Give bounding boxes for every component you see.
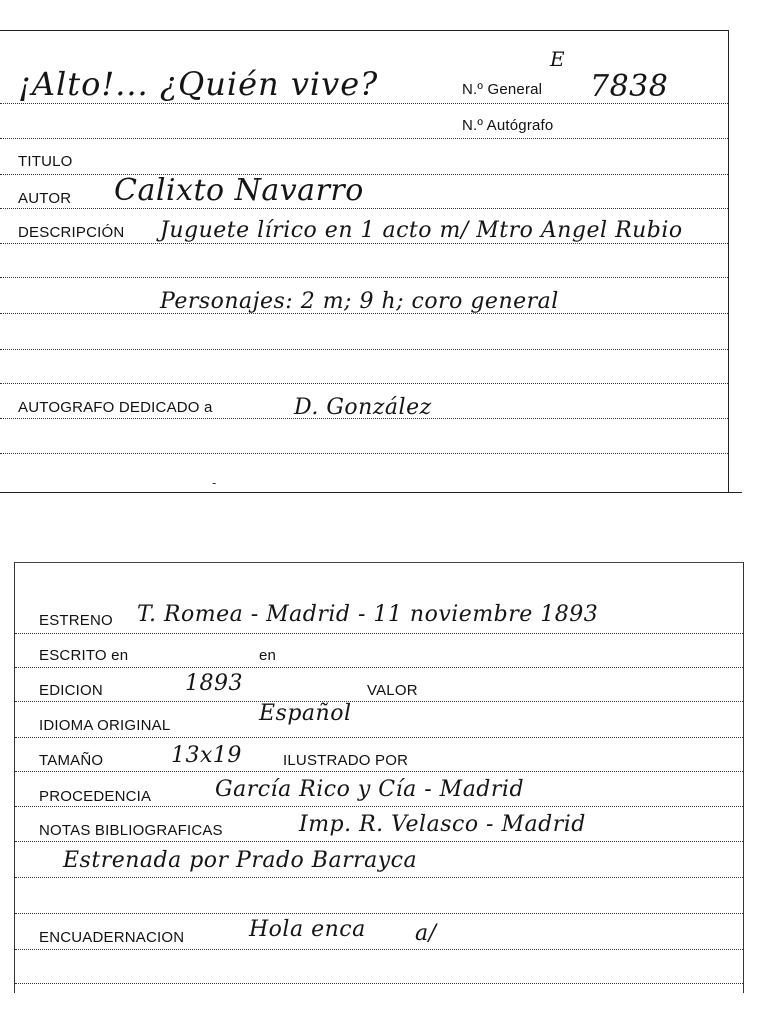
autor-label: AUTOR xyxy=(18,190,72,207)
stray-mark: - xyxy=(212,475,217,490)
escrito-label: ESCRITO en xyxy=(39,647,129,664)
ilustrado-por-label: ILUSTRADO POR xyxy=(283,752,409,769)
valor-label: VALOR xyxy=(367,682,418,699)
ruled-line xyxy=(15,701,743,702)
no-autografo-label: N.º Autógrafo xyxy=(462,117,554,134)
ruled-line xyxy=(15,771,743,772)
estreno-label: ESTRENO xyxy=(39,612,113,629)
encuadernacion-extra: a/ xyxy=(415,921,437,946)
ruled-line xyxy=(15,806,743,807)
procedencia-label: PROCEDENCIA xyxy=(39,788,152,805)
ruled-line xyxy=(0,174,728,175)
tamano-value: 13x19 xyxy=(171,743,242,768)
no-general-value: 7838 xyxy=(590,69,669,104)
autografo-dedicado-label: AUTOGRAFO DEDICADO a xyxy=(18,399,213,416)
ruled-line xyxy=(15,737,743,738)
estreno-value: T. Romea - Madrid - 11 noviembre 1893 xyxy=(137,602,599,627)
titulo-label: TITULO xyxy=(18,153,73,170)
descripcion-line-1: Juguete lírico en 1 acto m/ Mtro Angel Rubio xyxy=(160,218,683,243)
catalog-card-top xyxy=(0,30,729,493)
ruled-line xyxy=(0,243,728,244)
idioma-original-value: Español xyxy=(259,701,352,726)
notas-bibliograficas-line-2: Estrenada por Prado Barrayca xyxy=(63,848,418,873)
ruled-line xyxy=(0,453,728,454)
ruled-line xyxy=(15,877,743,878)
ruled-line xyxy=(15,841,743,842)
ruled-line xyxy=(15,913,743,914)
no-general-letter: E xyxy=(550,47,566,71)
idioma-original-label: IDIOMA ORIGINAL xyxy=(39,717,171,734)
autor-value: Calixto Navarro xyxy=(114,173,364,208)
no-general-label: N.º General xyxy=(462,81,543,98)
notas-bibliograficas-label: NOTAS BIBLIOGRAFICAS xyxy=(39,822,223,839)
title-handwritten: ¡Alto!... ¿Quién vive? xyxy=(18,65,379,103)
autografo-dedicado-value: D. González xyxy=(294,395,432,420)
ruled-line xyxy=(15,949,743,950)
ruled-line xyxy=(15,983,743,984)
edicion-value: 1893 xyxy=(185,671,243,696)
encuadernacion-value: Hola enca xyxy=(249,917,366,942)
catalog-card-bottom xyxy=(14,562,744,993)
ruled-line xyxy=(0,383,728,384)
ruled-line xyxy=(0,349,728,350)
procedencia-value: García Rico y Cía - Madrid xyxy=(215,777,525,802)
ruled-line xyxy=(15,633,743,634)
descripcion-label: DESCRIPCIÓN xyxy=(18,224,125,241)
ruled-line xyxy=(15,667,743,668)
ruled-line xyxy=(0,138,728,139)
card-separator xyxy=(0,492,742,493)
tamano-label: TAMAÑO xyxy=(39,752,104,769)
encuadernacion-label: ENCUADERNACION xyxy=(39,929,185,946)
notas-bibliograficas-value: Imp. R. Velasco - Madrid xyxy=(299,812,586,837)
ruled-line xyxy=(0,277,728,278)
escrito-en-label: en xyxy=(259,647,277,664)
descripcion-line-2: Personajes: 2 m; 9 h; coro general xyxy=(160,289,559,314)
edicion-label: EDICION xyxy=(39,682,103,699)
ruled-line xyxy=(0,208,728,209)
